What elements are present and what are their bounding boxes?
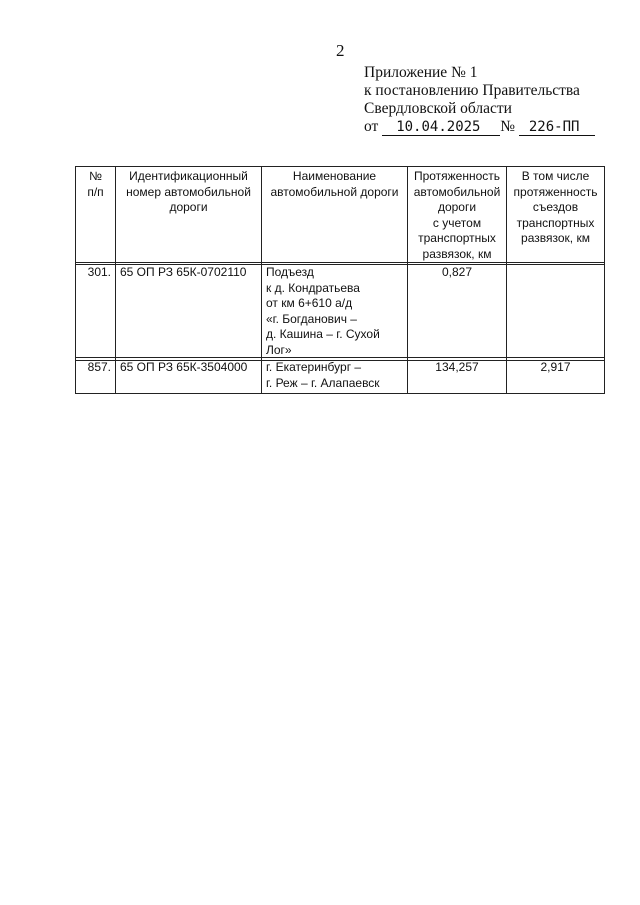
appendix-region-line: Свердловской области: [364, 100, 512, 117]
appendix-decree-line: к постановлению Правительства: [364, 82, 580, 99]
header-ramps: В том числе протяженность съездов транспортных развязок, км: [507, 167, 605, 265]
table-row: [75, 262, 605, 361]
row-id: 65 ОП РЗ 65К-0702110: [116, 263, 262, 361]
roads-table-header: [75, 166, 605, 265]
appendix-title: Приложение № 1: [364, 64, 478, 81]
row-id: 65 ОП РЗ 65К-3504000: [116, 358, 262, 394]
header-length: Протяженность автомобильной дороги с учетом транспортных развязок, км: [408, 167, 507, 265]
decree-date: 10.04.2025: [382, 120, 500, 136]
row-length: 134,257: [408, 358, 507, 394]
header-num: № п/п: [76, 167, 116, 265]
row-ramps: [507, 263, 605, 361]
decree-date-number: [364, 118, 595, 136]
row-num: 857.: [76, 358, 116, 394]
row-name: Подъезд к д. Кондратьева от км 6+610 а/д «г. Богданович – д. Кашина – г. Сухой Лог»: [262, 263, 408, 361]
row-length: 0,827: [408, 263, 507, 361]
page-number: 2: [336, 41, 345, 60]
row-ramps: 2,917: [507, 358, 605, 394]
row-name: г. Екатеринбург – г. Реж – г. Алапаевск: [262, 358, 408, 394]
number-prefix: №: [500, 118, 515, 135]
decree-number: 226-ПП: [519, 120, 595, 136]
appendix-header: [364, 64, 624, 118]
row-num: 301.: [76, 263, 116, 361]
header-name: Наименование автомобильной дороги: [262, 167, 408, 265]
table-row: [75, 357, 605, 394]
header-id: Идентификационный номер автомобильной дороги: [116, 167, 262, 265]
date-prefix: от: [364, 118, 379, 135]
